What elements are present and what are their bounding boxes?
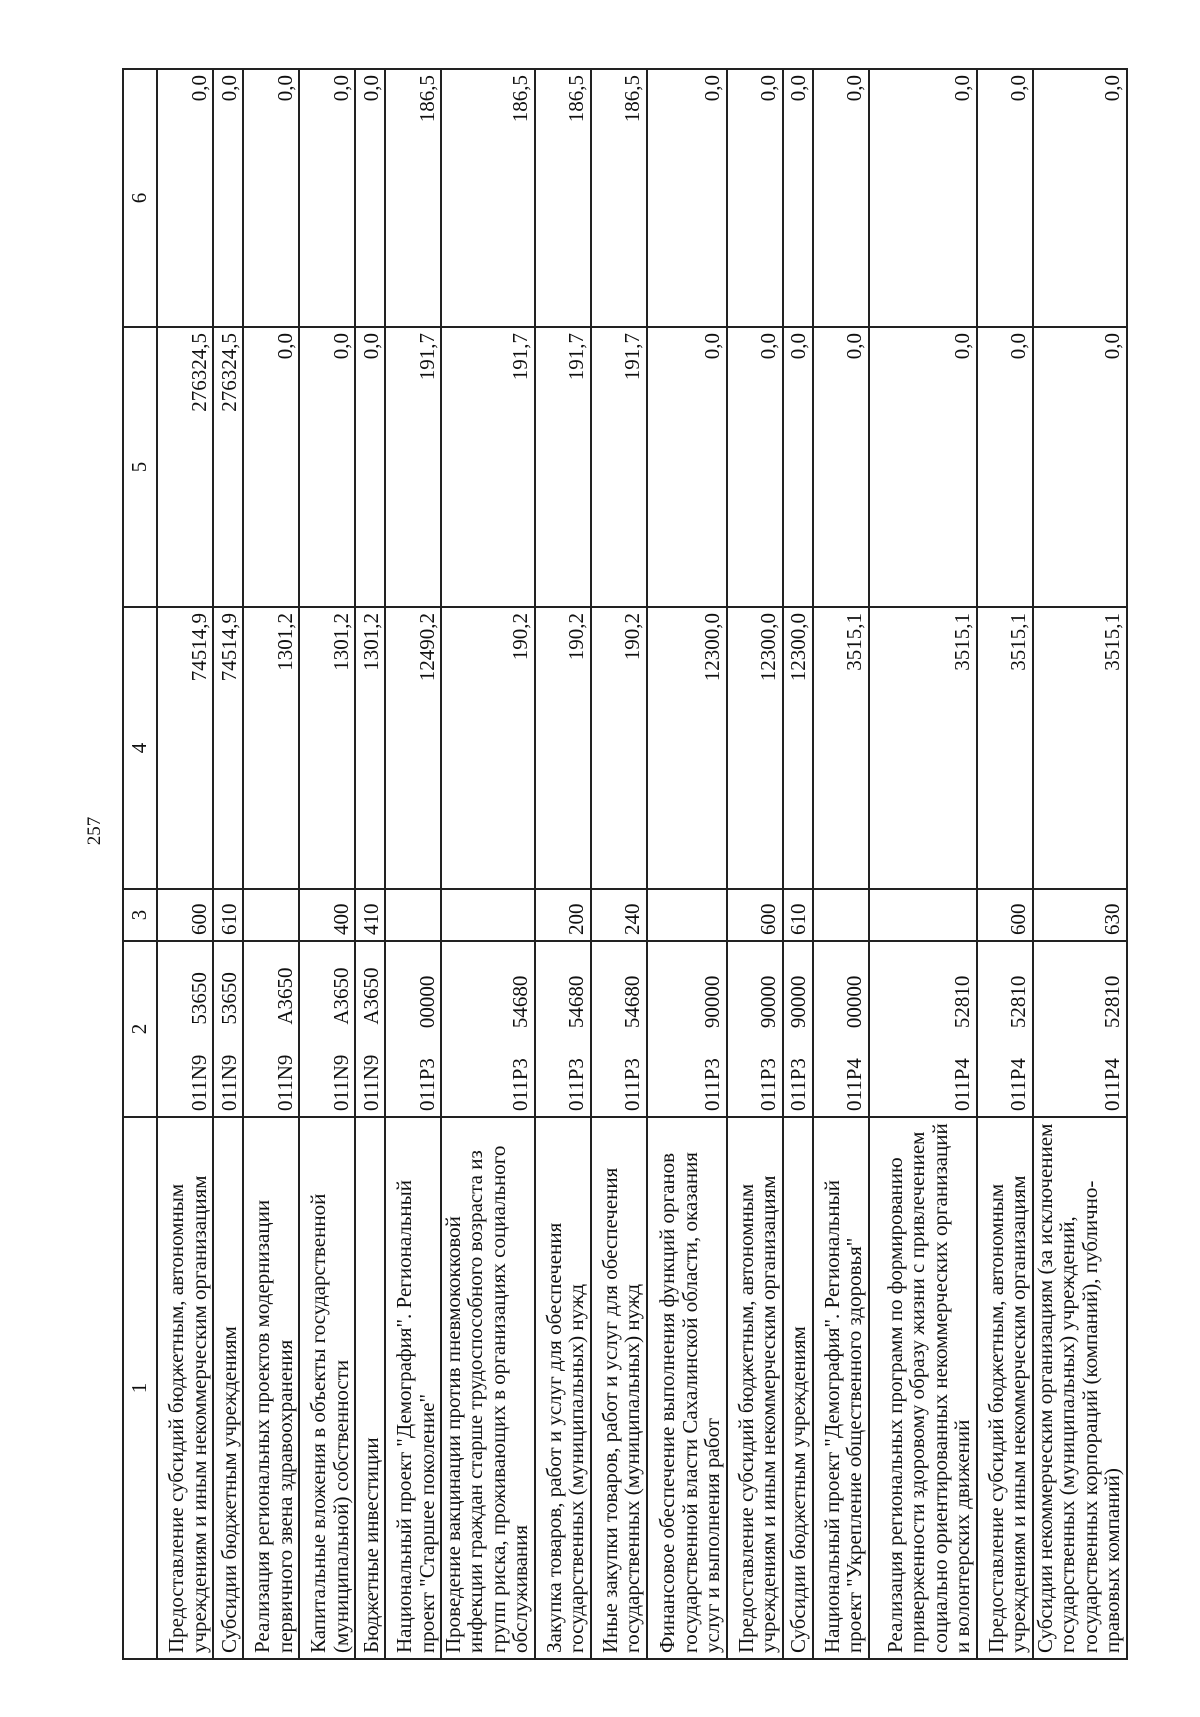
- header-cell-5: 5: [123, 327, 157, 607]
- vr-code-cell: 610: [213, 889, 243, 941]
- value-col5-cell: 0,0: [813, 327, 869, 607]
- value-col4-cell: 12300,0: [783, 607, 813, 889]
- value-col5-cell: 191,7: [591, 327, 647, 607]
- value-col4-cell: 1301,2: [355, 607, 385, 889]
- value-col6-cell: 0,0: [213, 69, 243, 327]
- row-name-cell: Закупка товаров, работ и услуг для обеспечения государственных (муниципальных) нужд: [535, 1117, 591, 1659]
- csr-program-code: 011P3: [756, 1058, 781, 1111]
- csr-direction-code: A3650: [272, 967, 297, 1025]
- csr-direction-code: A3650: [358, 967, 383, 1025]
- csr-direction-code: 90000: [756, 975, 781, 1029]
- header-cell-4: 4: [123, 607, 157, 889]
- table-row: [591, 69, 647, 1659]
- value-col6-cell: 186,5: [535, 69, 591, 327]
- csr-program-code: 011P3: [414, 1058, 439, 1111]
- value-col6-cell: 0,0: [783, 69, 813, 327]
- header-cell-3: 3: [123, 889, 157, 941]
- value-col4-cell: 1301,2: [299, 607, 355, 889]
- value-col4-cell: 190,2: [535, 607, 591, 889]
- value-col5-cell: 276324,5: [157, 327, 213, 607]
- value-col5-cell: 0,0: [869, 327, 977, 607]
- vr-code-cell: 630: [1033, 889, 1127, 941]
- csr-direction-code: 54680: [508, 975, 533, 1029]
- value-col6-cell: 0,0: [355, 69, 385, 327]
- csr-code-cell: [385, 941, 441, 1117]
- value-col4-cell: 1301,2: [243, 607, 299, 889]
- csr-code-cell: [157, 941, 213, 1117]
- vr-code-cell: [813, 889, 869, 941]
- value-col4-cell: 12300,0: [647, 607, 727, 889]
- vr-code-cell: 600: [727, 889, 783, 941]
- vr-code-cell: 610: [783, 889, 813, 941]
- table-row: [441, 69, 535, 1659]
- value-col6-cell: 0,0: [977, 69, 1033, 327]
- vr-code-cell: 600: [157, 889, 213, 941]
- csr-code-cell: [441, 941, 535, 1117]
- table-row: [869, 69, 977, 1659]
- vr-code-cell: [869, 889, 977, 941]
- value-col5-cell: 0,0: [977, 327, 1033, 607]
- value-col4-cell: 12490,2: [385, 607, 441, 889]
- csr-direction-code: 52810: [1006, 975, 1031, 1029]
- header-cell-2: 2: [123, 941, 157, 1117]
- value-col5-cell: 0,0: [299, 327, 355, 607]
- table-row: [783, 69, 813, 1659]
- csr-direction-code: A3650: [328, 967, 353, 1025]
- csr-direction-code: 90000: [700, 975, 725, 1029]
- csr-direction-code: 54680: [620, 975, 645, 1029]
- table-row: [299, 69, 355, 1659]
- value-col4-cell: 3515,1: [1033, 607, 1127, 889]
- csr-code-cell: [647, 941, 727, 1117]
- vr-code-cell: [385, 889, 441, 941]
- csr-program-code: 011P4: [1006, 1058, 1031, 1111]
- vr-code-cell: [647, 889, 727, 941]
- csr-direction-code: 52810: [1100, 975, 1125, 1029]
- value-col5-cell: 191,7: [535, 327, 591, 607]
- row-name-cell: Субсидии бюджетным учреждениям: [783, 1117, 813, 1659]
- csr-code-cell: [869, 941, 977, 1117]
- vr-code-cell: 600: [977, 889, 1033, 941]
- value-col4-cell: 190,2: [591, 607, 647, 889]
- value-col6-cell: 186,5: [441, 69, 535, 327]
- csr-program-code: 011P4: [842, 1058, 867, 1111]
- csr-code-cell: [727, 941, 783, 1117]
- header-cell-1: 1: [123, 1117, 157, 1659]
- table-row: [647, 69, 727, 1659]
- csr-direction-code: 90000: [786, 975, 811, 1029]
- table-row: [157, 69, 213, 1659]
- csr-direction-code: 52810: [950, 975, 975, 1029]
- row-name-cell: Реализация региональных программ по формированию приверженности здоровому образу жизни с привлечением социально ориентированных некоммерческих организаций и волонтерских движений: [869, 1117, 977, 1659]
- csr-program-code: 011P4: [1100, 1058, 1125, 1111]
- csr-code-cell: [977, 941, 1033, 1117]
- table-row: [977, 69, 1033, 1659]
- row-name-cell: Реализация региональных проектов модернизации первичного звена здравоохранения: [243, 1117, 299, 1659]
- row-name-cell: Капитальные вложения в объекты государственной (муниципальной) собственности: [299, 1117, 355, 1659]
- csr-direction-code: 53650: [186, 972, 211, 1025]
- csr-code-cell: [243, 941, 299, 1117]
- row-name-cell: Субсидии некоммерческим организациям (за исключением государственных (муниципальных) учреждений, государственных корпораций (компаний), публично-правовых компаний): [1033, 1117, 1127, 1659]
- value-col4-cell: 3515,1: [813, 607, 869, 889]
- csr-program-code: 011P3: [700, 1058, 725, 1111]
- budget-table: [122, 68, 1128, 1660]
- csr-program-code: 011P3: [620, 1058, 645, 1111]
- page-number: 257: [84, 816, 105, 846]
- csr-direction-code: 53650: [216, 972, 241, 1025]
- csr-program-code: 011P3: [508, 1058, 533, 1111]
- csr-code-cell: [299, 941, 355, 1117]
- vr-code-cell: [243, 889, 299, 941]
- value-col5-cell: 0,0: [783, 327, 813, 607]
- header-cell-6: 6: [123, 69, 157, 327]
- csr-code-cell: [355, 941, 385, 1117]
- rotated-table-container: [122, 70, 1125, 1660]
- row-name-cell: Финансовое обеспечение выполнения функций органов государственной власти Сахалинской области, оказания услуг и выполнения работ: [647, 1117, 727, 1659]
- csr-direction-code: 54680: [564, 975, 589, 1029]
- value-col4-cell: 190,2: [441, 607, 535, 889]
- value-col6-cell: 0,0: [647, 69, 727, 327]
- value-col5-cell: 191,7: [385, 327, 441, 607]
- csr-direction-code: 00000: [842, 975, 867, 1029]
- row-name-cell: Предоставление субсидий бюджетным, автономным учреждениям и иным некоммерческим организациям: [157, 1117, 213, 1659]
- table-row: [213, 69, 243, 1659]
- table-row: [1033, 69, 1127, 1659]
- row-name-cell: Национальный проект "Демография". Региональный проект "Старшее поколение": [385, 1117, 441, 1659]
- header-row: [123, 69, 157, 1659]
- value-col5-cell: 0,0: [355, 327, 385, 607]
- csr-program-code: 011P3: [564, 1058, 589, 1111]
- vr-code-cell: 400: [299, 889, 355, 941]
- row-name-cell: Предоставление субсидий бюджетным, автономным учреждениям и иным некоммерческим организациям: [977, 1117, 1033, 1659]
- value-col5-cell: 0,0: [727, 327, 783, 607]
- value-col5-cell: 276324,5: [213, 327, 243, 607]
- csr-program-code: 011N9: [216, 1054, 241, 1111]
- value-col6-cell: 0,0: [869, 69, 977, 327]
- row-name-cell: Бюджетные инвестиции: [355, 1117, 385, 1659]
- value-col6-cell: 186,5: [385, 69, 441, 327]
- value-col4-cell: 12300,0: [727, 607, 783, 889]
- value-col6-cell: 0,0: [157, 69, 213, 327]
- csr-code-cell: [813, 941, 869, 1117]
- value-col6-cell: 0,0: [727, 69, 783, 327]
- value-col4-cell: 74514,9: [157, 607, 213, 889]
- vr-code-cell: 410: [355, 889, 385, 941]
- csr-code-cell: [591, 941, 647, 1117]
- table-row: [385, 69, 441, 1659]
- csr-direction-code: 00000: [414, 975, 439, 1029]
- value-col5-cell: 0,0: [647, 327, 727, 607]
- vr-code-cell: 240: [591, 889, 647, 941]
- table-row: [355, 69, 385, 1659]
- value-col5-cell: 0,0: [1033, 327, 1127, 607]
- value-col4-cell: 74514,9: [213, 607, 243, 889]
- csr-code-cell: [783, 941, 813, 1117]
- csr-program-code: 011P3: [786, 1058, 811, 1111]
- csr-code-cell: [1033, 941, 1127, 1117]
- table-row: [813, 69, 869, 1659]
- value-col6-cell: 0,0: [243, 69, 299, 327]
- vr-code-cell: 200: [535, 889, 591, 941]
- row-name-cell: Субсидии бюджетным учреждениям: [213, 1117, 243, 1659]
- csr-program-code: 011N9: [328, 1054, 353, 1111]
- csr-program-code: 011N9: [272, 1054, 297, 1111]
- row-name-cell: Иные закупки товаров, работ и услуг для обеспечения государственных (муниципальных) нужд: [591, 1117, 647, 1659]
- value-col5-cell: 191,7: [441, 327, 535, 607]
- row-name-cell: Проведение вакцинации против пневмококковой инфекции граждан старше трудоспособного возраста из групп риска, проживающих в организациях социального обслуживания: [441, 1117, 535, 1659]
- row-name-cell: Национальный проект "Демография". Региональный проект "Укрепление общественного здоровья": [813, 1117, 869, 1659]
- value-col6-cell: 186,5: [591, 69, 647, 327]
- vr-code-cell: [441, 889, 535, 941]
- csr-program-code: 011N9: [358, 1054, 383, 1111]
- value-col4-cell: 3515,1: [869, 607, 977, 889]
- csr-code-cell: [213, 941, 243, 1117]
- csr-program-code: 011P4: [950, 1058, 975, 1111]
- value-col5-cell: 0,0: [243, 327, 299, 607]
- value-col6-cell: 0,0: [813, 69, 869, 327]
- value-col6-cell: 0,0: [1033, 69, 1127, 327]
- table-row: [243, 69, 299, 1659]
- table-row: [535, 69, 591, 1659]
- table-row: [727, 69, 783, 1659]
- row-name-cell: Предоставление субсидий бюджетным, автономным учреждениям и иным некоммерческим организациям: [727, 1117, 783, 1659]
- csr-code-cell: [535, 941, 591, 1117]
- csr-program-code: 011N9: [186, 1054, 211, 1111]
- value-col4-cell: 3515,1: [977, 607, 1033, 889]
- value-col6-cell: 0,0: [299, 69, 355, 327]
